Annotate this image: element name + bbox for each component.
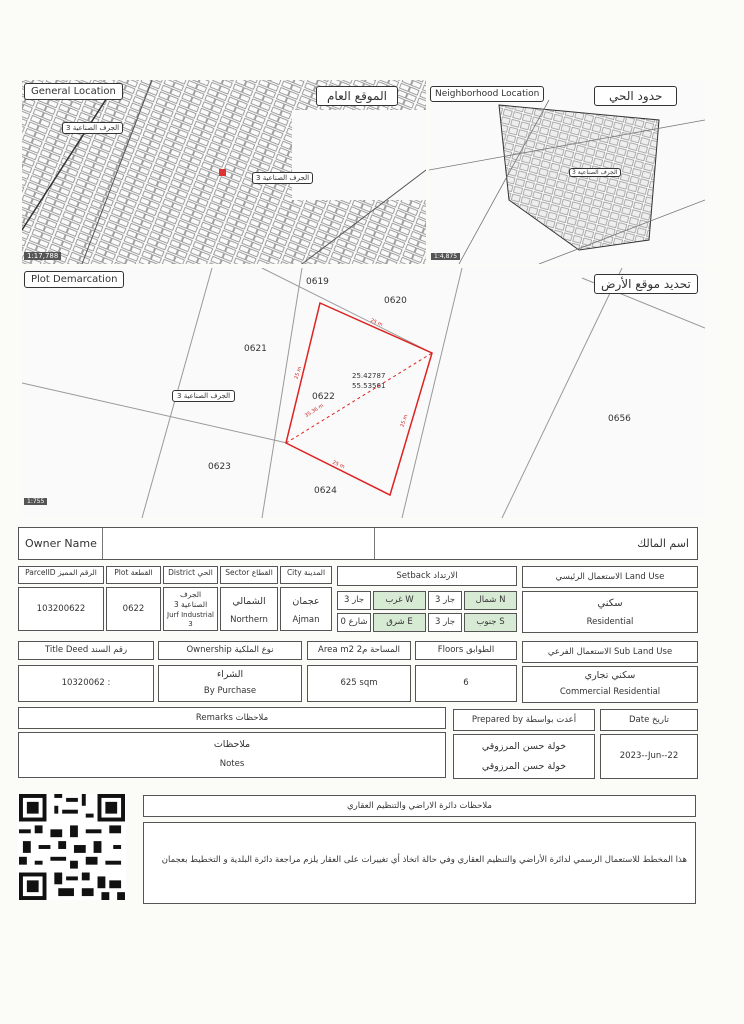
parcel-0624: 0624 <box>314 486 337 496</box>
remarks-value-ar: ملاحظات <box>213 739 251 750</box>
neighborhood-district-tag: الجرف الصناعية 3 <box>569 168 621 177</box>
plot-district-tag: الجرف الصناعية 3 <box>172 390 235 402</box>
dim-east: 25 m <box>399 413 410 429</box>
plot-demarcation-title-ar: تحديد موقع الأرض <box>594 274 698 294</box>
sector-label: Sector القطاع <box>220 566 278 584</box>
area-label: Area m2 المساحة م2 <box>307 641 411 660</box>
city-value <box>280 587 332 631</box>
department-notes-text: هذا المخطط للاستعمال الرسمي لدائرة الأراضي والتنظيم العقاري وفي حالة اتخاذ أي تغييرات على العقار يلزم مراجعة دائرة البلدية و التخطيط بعجمان <box>161 855 687 865</box>
parcel-0619: 0619 <box>306 277 329 287</box>
land-use-value-en: Residential <box>586 617 634 627</box>
plot-demarcation-map <box>22 268 705 518</box>
plot-map-scale: 1:755 <box>24 498 47 505</box>
neighborhood-title-ar: حدود الحي <box>594 86 677 106</box>
neighborhood-title-en: Neighborhood Location <box>430 86 544 102</box>
prepared-by-value-1: خولة حسن المرزوقي <box>481 741 567 752</box>
setback-north: شمال N <box>464 591 517 610</box>
parcel-0623: 0623 <box>208 462 231 472</box>
coord-lat: 25.42787 <box>352 372 386 380</box>
title-deed-label: Title Deed رقم السند <box>18 641 154 660</box>
department-notes-title: ملاحظات دائرة الاراضي والتنظيم العقاري <box>143 795 696 817</box>
neighborhood-map <box>429 80 705 264</box>
general-location-map-graphic <box>22 80 426 264</box>
qr-code-graphic <box>18 794 126 900</box>
parcel-0656: 0656 <box>608 414 631 424</box>
area-value: 625 sqm <box>307 665 411 702</box>
dim-west: 25 m <box>293 365 304 381</box>
district-tag-left: الجرف الصناعية 3 <box>62 122 123 134</box>
land-use-value-ar: سكني <box>597 598 623 609</box>
ownership-value-ar: الشراء <box>216 669 244 680</box>
sector-value-ar: الشمالي <box>232 596 266 607</box>
department-notes-box <box>143 822 696 904</box>
parcel-0622: 0622 <box>312 392 335 402</box>
coord-lon: 55.53561 <box>352 382 386 390</box>
plot-value: 0622 <box>106 587 161 631</box>
setback-south: جنوب S <box>464 613 517 632</box>
setback-east-street: شارع 0 <box>337 613 371 632</box>
setback-west: غرب W <box>373 591 426 610</box>
setback-south-neighbor: جار 3 <box>428 613 462 632</box>
parcel-0621: 0621 <box>244 344 267 354</box>
title-deed-value: 10320062 : <box>18 665 154 702</box>
remarks-value-en: Notes <box>219 759 245 769</box>
city-value-ar: عجمان <box>292 596 320 607</box>
owner-name-label-ar: اسم المالك <box>637 537 689 550</box>
sub-land-use-value-en: Commercial Residential <box>559 687 661 697</box>
floors-value: 6 <box>415 665 517 702</box>
ownership-label: Ownership نوع الملكية <box>158 641 302 660</box>
general-location-title-ar: الموقع العام <box>316 86 398 106</box>
general-location-map <box>22 80 426 264</box>
district-label: District الحي <box>163 566 218 584</box>
neighborhood-map-graphic <box>429 80 705 264</box>
owner-name-label-en: Owner Name <box>25 537 97 550</box>
land-use-label: الاستعمال الرئيسي Land Use <box>522 566 698 588</box>
parcel-0620: 0620 <box>384 296 407 306</box>
sub-land-use-value-ar: سكني تجاري <box>584 670 636 681</box>
prepared-by-value <box>453 734 595 779</box>
dim-south: 25 m <box>331 459 346 471</box>
owner-name-divider-right <box>374 528 375 559</box>
dim-diag: 35.36 m <box>303 402 325 420</box>
map-scale: 1:17,788 <box>24 252 61 260</box>
prepared-by-value-2: خولة حسن المرزوقي <box>481 761 567 772</box>
plot-demarcation-graphic <box>22 268 705 518</box>
city-value-en: Ajman <box>292 615 320 625</box>
setback-east: شرق E <box>373 613 426 632</box>
ownership-value <box>158 665 302 702</box>
setback-north-neighbor: جار 3 <box>428 591 462 610</box>
general-location-title-en: General Location <box>24 83 123 100</box>
parcel-id-label: ParcelID الرقم المميز <box>18 566 104 584</box>
floors-label: Floors الطوابق <box>415 641 517 660</box>
remarks-label: Remarks ملاحظات <box>18 707 446 729</box>
plot-demarcation-title-en: Plot Demarcation <box>24 271 124 288</box>
sector-value <box>220 587 278 631</box>
dim-north: 25 m <box>369 317 384 329</box>
sector-value-en: Northern <box>230 615 268 625</box>
qr-code <box>18 794 126 900</box>
district-tag-center: الجرف الصناعية 3 <box>252 172 313 184</box>
parcel-id-value: 103200622 <box>18 587 104 631</box>
setback-label: Setback الارتداد <box>337 566 517 586</box>
district-value-en: Jurf Industrial 3 <box>167 611 214 628</box>
ownership-value-en: By Purchase <box>203 686 257 696</box>
city-label: City المدينة <box>280 566 332 584</box>
sub-land-use-label: الاستعمال الفرعي Sub Land Use <box>522 641 698 663</box>
remarks-value <box>18 732 446 778</box>
district-value-ar: الجرف الصناعية 3 <box>173 590 208 609</box>
date-value: 2023--Jun--22 <box>600 734 698 779</box>
setback-west-neighbor: جار 3 <box>337 591 371 610</box>
owner-name-divider <box>102 528 103 559</box>
owner-name-row <box>18 527 698 560</box>
prepared-by-label: Prepared by أعدت بواسطة <box>453 709 595 731</box>
plot-label: Plot القطعة <box>106 566 161 584</box>
date-label: Date تاريخ <box>600 709 698 731</box>
sub-land-use-value <box>522 666 698 703</box>
district-value <box>163 587 218 631</box>
neighborhood-map-scale: 1:4,875 <box>431 253 460 260</box>
land-use-value <box>522 591 698 633</box>
